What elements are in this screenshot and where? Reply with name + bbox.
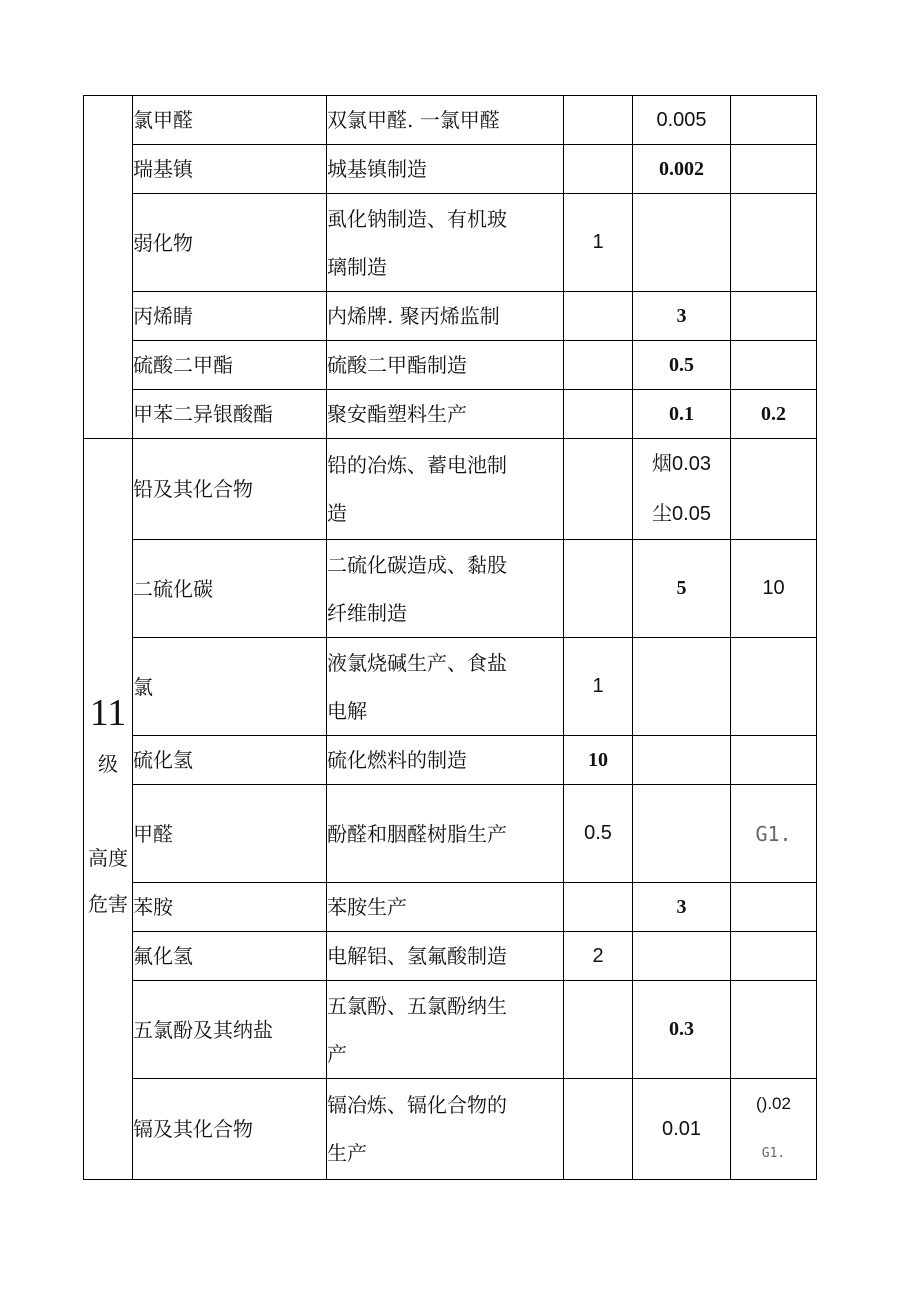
level-desc: 高度	[88, 846, 128, 870]
usage-text: 镉冶炼、镉化合物的 生产	[327, 1079, 564, 1180]
table-row	[84, 145, 817, 194]
value-cell: 0.2	[731, 390, 817, 439]
value-cell	[731, 96, 817, 145]
value-cell	[731, 932, 817, 981]
value-cell	[731, 981, 817, 1079]
substance-name: 氯甲醛	[133, 96, 327, 145]
value-cell	[633, 932, 731, 981]
substance-name: 甲苯二异银酸酯	[133, 390, 327, 439]
table-row	[84, 194, 817, 292]
substance-name: 丙烯睛	[133, 292, 327, 341]
table-row	[84, 883, 817, 932]
group-cell-empty	[84, 96, 133, 439]
value-cell	[633, 785, 731, 883]
substance-name: 铅及其化合物	[133, 439, 327, 540]
value-cell	[731, 638, 817, 736]
value-cell	[731, 439, 817, 540]
value-cell	[564, 439, 633, 540]
substance-name: 镉及其化合物	[133, 1079, 327, 1180]
table-row	[84, 785, 817, 883]
substance-name: 二硫化碳	[133, 540, 327, 638]
value-cell	[731, 292, 817, 341]
value-cell	[564, 390, 633, 439]
substance-name: 苯胺	[133, 883, 327, 932]
substance-name: 硫化氢	[133, 736, 327, 785]
value-cell	[731, 145, 817, 194]
value-cell: 10	[564, 736, 633, 785]
value-cell	[731, 341, 817, 390]
value-cell	[564, 883, 633, 932]
usage-text: 内烯牌. 聚丙烯监制	[327, 292, 564, 341]
value-cell: 0.1	[633, 390, 731, 439]
value-cell	[564, 292, 633, 341]
table-row	[84, 96, 817, 145]
value-cell: 0.002	[633, 145, 731, 194]
usage-text: 虱化钠制造、有机玻 璃制造	[327, 194, 564, 292]
value-cell: 0.01	[633, 1079, 731, 1180]
value-cell	[731, 883, 817, 932]
value-cell: 5	[633, 540, 731, 638]
substance-name: 甲醛	[133, 785, 327, 883]
table-row	[84, 540, 817, 638]
table-row	[84, 292, 817, 341]
value-cell: 0.5	[564, 785, 633, 883]
hazard-table	[83, 95, 817, 1180]
table-row	[84, 932, 817, 981]
usage-text: 液氯烧碱生产、食盐 电解	[327, 638, 564, 736]
level-suffix: 级	[98, 752, 118, 776]
value-cell	[564, 981, 633, 1079]
value-cell	[731, 194, 817, 292]
value-cell	[633, 194, 731, 292]
usage-text: 酚醛和胭醛树脂生产	[327, 785, 564, 883]
value-cell: 3	[633, 883, 731, 932]
usage-text: 五氯酚、五氯酚纳生 产	[327, 981, 564, 1079]
value-cell	[564, 145, 633, 194]
value-cell: 10	[731, 540, 817, 638]
value-cell	[564, 540, 633, 638]
value-cell: 1	[564, 194, 633, 292]
usage-text: 铅的冶炼、蓄电池制 造	[327, 439, 564, 540]
value-cell: 1	[564, 638, 633, 736]
substance-name: 瑞基镇	[133, 145, 327, 194]
table-row	[84, 736, 817, 785]
substance-name: 五氯酚及其纳盐	[133, 981, 327, 1079]
value-cell	[564, 341, 633, 390]
usage-text: 城基镇制造	[327, 145, 564, 194]
substance-name: 弱化物	[133, 194, 327, 292]
substance-name: 氯	[133, 638, 327, 736]
value-cell	[731, 736, 817, 785]
value-cell: 0.5	[633, 341, 731, 390]
level-desc: 危害	[88, 892, 128, 916]
usage-text: 聚安酯塑料生产	[327, 390, 564, 439]
usage-text: 苯胺生产	[327, 883, 564, 932]
value-cell: 0.3	[633, 981, 731, 1079]
usage-text: 电解铝、氢氟酸制造	[327, 932, 564, 981]
value-cell: ().02 G1.	[731, 1079, 817, 1180]
value-cell: 0.005	[633, 96, 731, 145]
substance-name: 氟化氢	[133, 932, 327, 981]
table-row	[84, 981, 817, 1079]
value-cell	[633, 736, 731, 785]
hazard-level-cell	[84, 439, 133, 1180]
table-row	[84, 341, 817, 390]
value-cell: 烟0.03 尘0.05	[633, 439, 731, 540]
level-number: 11	[89, 692, 127, 734]
usage-text: 双氯甲醛. 一氯甲醛	[327, 96, 564, 145]
table-row	[84, 1079, 817, 1180]
usage-text: 硫化燃料的制造	[327, 736, 564, 785]
value-cell	[633, 638, 731, 736]
value-cell	[564, 96, 633, 145]
value-cell: G1.	[731, 785, 817, 883]
table-row	[84, 390, 817, 439]
table-row	[84, 638, 817, 736]
value-cell: 3	[633, 292, 731, 341]
table-row	[84, 439, 817, 540]
value-cell: 2	[564, 932, 633, 981]
usage-text: 硫酸二甲酯制造	[327, 341, 564, 390]
substance-name: 硫酸二甲酯	[133, 341, 327, 390]
usage-text: 二硫化碳造成、黏股 纤维制造	[327, 540, 564, 638]
value-cell	[564, 1079, 633, 1180]
